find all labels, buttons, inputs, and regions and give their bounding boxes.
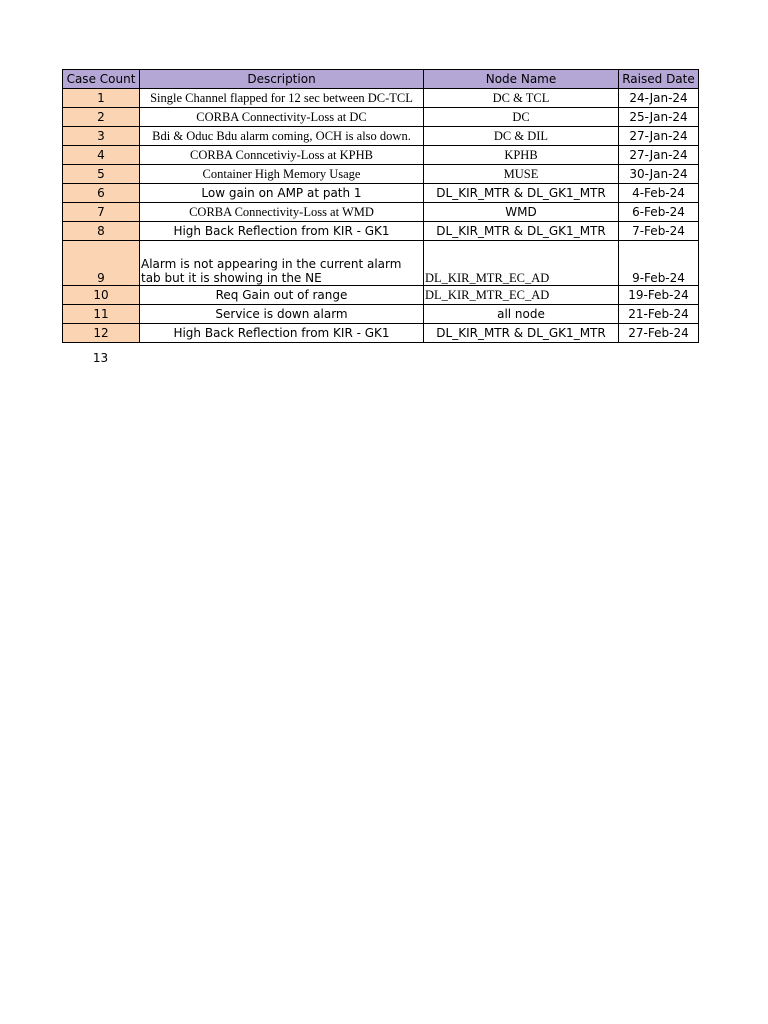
header-row — [63, 70, 699, 89]
node-name-cell: DL_KIR_MTR & DL_GK1_MTR — [424, 324, 619, 343]
case-count-cell: 10 — [63, 286, 140, 305]
raised-date-cell: 25-Jan-24 — [619, 108, 699, 127]
header-case-count: Case Count — [63, 70, 140, 89]
node-name-cell: DL_KIR_MTR_EC_AD — [424, 241, 619, 286]
node-name-cell: DC — [424, 108, 619, 127]
table-row — [63, 108, 699, 127]
case-count-cell: 8 — [63, 222, 140, 241]
case-count-cell: 12 — [63, 324, 140, 343]
raised-date-cell: 9-Feb-24 — [619, 241, 699, 286]
case-count-cell: 11 — [63, 305, 140, 324]
case-count-cell: 3 — [63, 127, 140, 146]
case-count-cell: 9 — [63, 241, 140, 286]
case-count-cell: 1 — [63, 89, 140, 108]
raised-date-cell: 24-Jan-24 — [619, 89, 699, 108]
description-cell: Alarm is not appearing in the current alarm tab but it is showing in the NE — [140, 241, 424, 286]
table-row — [63, 241, 699, 286]
case-count-cell: 2 — [63, 108, 140, 127]
node-name-cell: DL_KIR_MTR & DL_GK1_MTR — [424, 222, 619, 241]
node-name-cell: DL_KIR_MTR & DL_GK1_MTR — [424, 184, 619, 203]
description-cell: High Back Reflection from KIR - GK1 — [140, 222, 424, 241]
description-cell: Service is down alarm — [140, 305, 424, 324]
case-count-cell: 6 — [63, 184, 140, 203]
table-row — [63, 324, 699, 343]
node-name-cell: MUSE — [424, 165, 619, 184]
node-name-cell: DC & DIL — [424, 127, 619, 146]
description-cell: Req Gain out of range — [140, 286, 424, 305]
table-row — [63, 146, 699, 165]
table-row — [63, 222, 699, 241]
description-cell: CORBA Conncetiviy-Loss at KPHB — [140, 146, 424, 165]
node-name-cell: DC & TCL — [424, 89, 619, 108]
table-row — [63, 286, 699, 305]
node-name-cell: DL_KIR_MTR_EC_AD — [424, 286, 619, 305]
description-cell: Container High Memory Usage — [140, 165, 424, 184]
raised-date-cell: 19-Feb-24 — [619, 286, 699, 305]
table-row — [63, 127, 699, 146]
raised-date-cell: 6-Feb-24 — [619, 203, 699, 222]
description-cell: Low gain on AMP at path 1 — [140, 184, 424, 203]
raised-date-cell: 7-Feb-24 — [619, 222, 699, 241]
description-cell: Single Channel flapped for 12 sec between DC-TCL — [140, 89, 424, 108]
case-count-cell: 5 — [63, 165, 140, 184]
raised-date-cell: 21-Feb-24 — [619, 305, 699, 324]
raised-date-cell: 30-Jan-24 — [619, 165, 699, 184]
header-node-name: Node Name — [424, 70, 619, 89]
description-cell: High Back Reflection from KIR - GK1 — [140, 324, 424, 343]
description-cell: CORBA Connectivity-Loss at WMD — [140, 203, 424, 222]
case-count-cell: 7 — [63, 203, 140, 222]
table-row — [63, 305, 699, 324]
cases-table — [62, 69, 699, 343]
trailing-case-count: 13 — [92, 351, 109, 365]
raised-date-cell: 4-Feb-24 — [619, 184, 699, 203]
raised-date-cell: 27-Feb-24 — [619, 324, 699, 343]
table-row — [63, 203, 699, 222]
table-row — [63, 165, 699, 184]
node-name-cell: KPHB — [424, 146, 619, 165]
node-name-cell: WMD — [424, 203, 619, 222]
table-row — [63, 184, 699, 203]
description-cell: Bdi & Oduc Bdu alarm coming, OCH is also down. — [140, 127, 424, 146]
raised-date-cell: 27-Jan-24 — [619, 127, 699, 146]
header-description: Description — [140, 70, 424, 89]
description-cell: CORBA Connectivity-Loss at DC — [140, 108, 424, 127]
table-row — [63, 89, 699, 108]
raised-date-cell: 27-Jan-24 — [619, 146, 699, 165]
node-name-cell: all node — [424, 305, 619, 324]
case-count-cell: 4 — [63, 146, 140, 165]
header-raised-date: Raised Date — [619, 70, 699, 89]
